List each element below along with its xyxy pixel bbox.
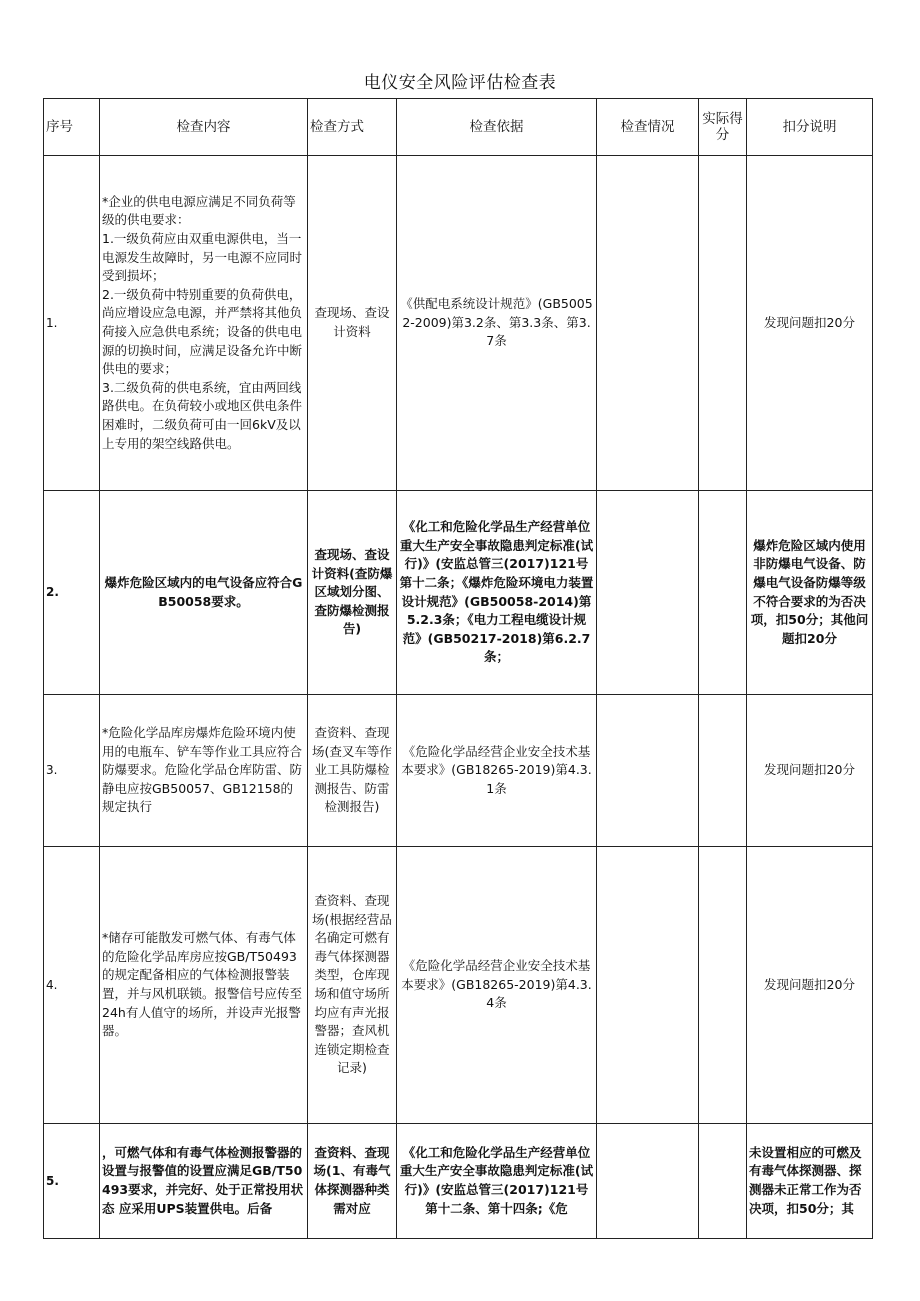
row-content: *企业的供电电源应满足不同负荷等级的供电要求： 1.一级负荷应由双重电源供电，当一电源发生故障时，另一电源不应同时受到损坏； 2.一级负荷中特别重要的负荷供电，尚应增设应急电源，并严禁将其他负荷接入应急供电系统；设备的供电电源的切换时间，应满足设备允许中断供电的要求； 3.二级负荷的供电系统，宜由两回线路供电。在负荷较小或地区供电条件困难时，二级负荷可由一回6kV及以上专用的架空线路供电。 <box>100 156 308 491</box>
table-row <box>44 847 873 1124</box>
row-basis: 《危险化学品经营企业安全技术基本要求》(GB18265-2019)第4.3.1条 <box>397 695 597 847</box>
row-deduct: 发现问题扣20分 <box>747 847 873 1124</box>
row-seq: 4. <box>44 847 100 1124</box>
inspection-table <box>43 98 873 1239</box>
row-seq: 1. <box>44 156 100 491</box>
table-row <box>44 695 873 847</box>
row-situation <box>597 491 699 695</box>
row-content: ，可燃气体和有毒气体检测报警器的设置与报警值的设置应满足GB/T50493要求，并完好、处于正常投用状态 应采用UPS装置供电。后备 <box>100 1124 308 1239</box>
row-method: 查资料、查现场(根据经营品名确定可燃有毒气体探测器类型，仓库现场和值守场所均应有声光报警器；查风机连锁定期检查记录) <box>308 847 397 1124</box>
row-basis: 《化工和危险化学品生产经营单位重大生产安全事故隐患判定标准(试行)》(安监总管三(2017)121号第十二条、第十四条;《危 <box>397 1124 597 1239</box>
row-basis: 《危险化学品经营企业安全技术基本要求》(GB18265-2019)第4.3.4条 <box>397 847 597 1124</box>
row-deduct: 发现问题扣20分 <box>747 695 873 847</box>
header-basis: 检查依据 <box>397 99 597 156</box>
header-method: 检查方式 <box>308 99 397 156</box>
table-row <box>44 491 873 695</box>
row-situation <box>597 847 699 1124</box>
row-deduct: 未设置相应的可燃及有毒气体探测器、探测器未正常工作为否决项，扣50分；其 <box>747 1124 873 1239</box>
row-content: *危险化学品库房爆炸危险环境内使用的电瓶车、铲车等作业工具应符合防爆要求。危险化学品仓库防雷、防静电应按GB50057、GB12158的规定执行 <box>100 695 308 847</box>
table-row <box>44 156 873 491</box>
table-row <box>44 1124 873 1239</box>
row-situation <box>597 1124 699 1239</box>
header-content: 检查内容 <box>100 99 308 156</box>
row-basis: 《化工和危险化学品生产经营单位重大生产安全事故隐患判定标准(试行)》(安监总管三(2017)121号第十二条；《爆炸危险环境电力装置设计规范》(GB50058-2014)第5.2.3条；《电力工程电缆设计规范》(GB50217-2018)第6.2.7条； <box>397 491 597 695</box>
row-content: 爆炸危险区域内的电气设备应符合GB50058要求。 <box>100 491 308 695</box>
header-situation: 检查情况 <box>597 99 699 156</box>
header-row <box>44 99 873 156</box>
row-method: 查现场、查设计资料 <box>308 156 397 491</box>
row-deduct: 爆炸危险区域内使用非防爆电气设备、防爆电气设备防爆等级不符合要求的为否决项，扣50分；其他问题扣20分 <box>747 491 873 695</box>
row-seq: 3. <box>44 695 100 847</box>
row-basis: 《供配电系统设计规范》(GB50052-2009)第3.2条、第3.3条、第3.7条 <box>397 156 597 491</box>
row-deduct: 发现问题扣20分 <box>747 156 873 491</box>
row-content: *储存可能散发可燃气体、有毒气体的危险化学品库房应按GB/T50493的规定配备相应的气体检测报警装置，并与风机联锁。报警信号应传至24h有人值守的场所，并设声光报警器。 <box>100 847 308 1124</box>
row-score <box>699 695 747 847</box>
page-title: 电仪安全风险评估检查表 <box>363 73 557 93</box>
row-score <box>699 491 747 695</box>
row-situation <box>597 156 699 491</box>
header-score: 实际得分 <box>699 99 747 156</box>
row-seq: 5. <box>44 1124 100 1239</box>
row-situation <box>597 695 699 847</box>
row-score <box>699 847 747 1124</box>
row-method: 查现场、查设计资料(查防爆区域划分图、查防爆检测报告) <box>308 491 397 695</box>
header-seq: 序号 <box>44 99 100 156</box>
row-score <box>699 1124 747 1239</box>
row-method: 查资料、查现场(查叉车等作业工具防爆检测报告、防雷检测报告) <box>308 695 397 847</box>
row-score <box>699 156 747 491</box>
row-method: 查资料、查现场(1、有毒气体探测器种类需对应 <box>308 1124 397 1239</box>
header-deduct: 扣分说明 <box>747 99 873 156</box>
row-seq: 2. <box>44 491 100 695</box>
